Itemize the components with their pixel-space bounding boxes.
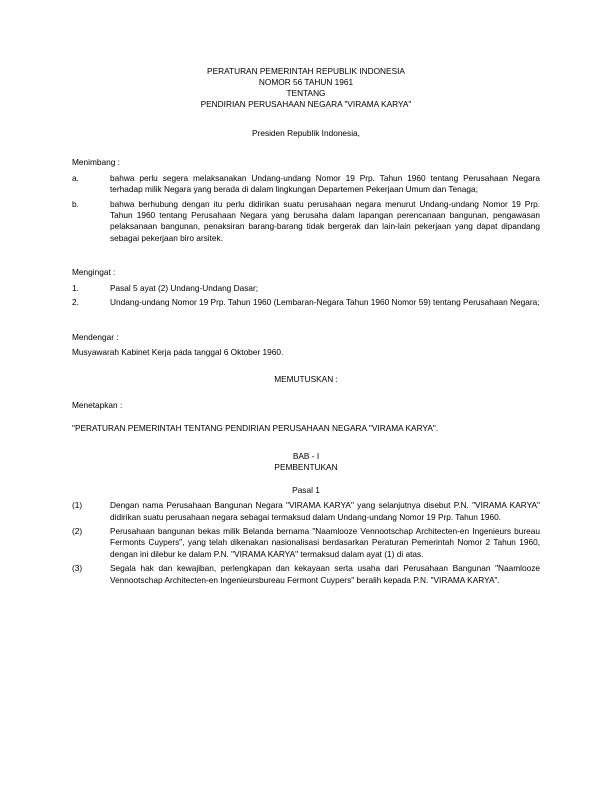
pasal-item xyxy=(72,563,540,586)
mendengar-label: Mendengar : xyxy=(72,331,119,342)
header-line-1: PERATURAN PEMERINTAH REPUBLIK INDONESIA xyxy=(207,66,405,76)
mengingat-item-text: Undang-undang Nomor 19 Prp. Tahun 1960 (Lembaran-Negara Tahun 1960 Nomor 59) tentang Perusahaan Negara; xyxy=(110,297,540,308)
pasal-item-text: Perusahaan bangunan bekas milik Belanda bernama "Naamlooze Vennootschap Architecten-en Ingenieurs bureau Fermonts Cuypers", yang telah dikenakan nasionalisasi berdasarkan Peraturan Pemerintah Nomor 2 Tahun 1960, dengan ini dilebur ke dalam P.N. "VIRAMA KARYA" termaksud dalam ayat (1) di atas. xyxy=(110,525,540,559)
pasal-items xyxy=(72,500,540,586)
menimbang-item-text: bahwa perlu segera melaksanakan Undang-undang Nomor 19 Prp. Tahun 1960 tentang Perusahaan Negara terhadap milik Negara yang berada di dalam lingkungan Departemen Pekerjaan Umum dan Tenaga; xyxy=(110,172,540,195)
pasal-item-marker: (2) xyxy=(72,525,83,536)
menimbang-item xyxy=(72,199,540,245)
mendengar-text: Musyawarah Kabinet Kerja pada tanggal 6 Oktober 1960. xyxy=(72,347,284,357)
menimbang-item-text: bahwa berhubung dengan itu perlu didirikan suatu perusahaan negara menurut Undang-undang Nomor 19 Prp. Tahun 1960 tentang Perusahaan Negara yang berusaha dalam lapangan perencanaan bangunan, pengawasan pelaksanaan bangunan, penaksiran barang-barang tidak bergerak dan lain-lain pekerjaan yang dapat dipandang sebagai pekerjaan biro arsitek. xyxy=(110,198,540,243)
mengingat-item-marker: 1. xyxy=(72,282,79,293)
bab-title: PEMBENTUKAN xyxy=(274,461,338,472)
presiden-line: Presiden Republik Indonesia, xyxy=(252,127,360,138)
menetapkan-label: Menetapkan : xyxy=(72,399,123,410)
pasal-item-text: Dengan nama Perusahaan Bangunan Negara "VIRAMA KARYA" yang selanjutnya disebut P.N. "VIRAMA KARYA" didirikan suatu perusahaan negara sebagai termaksud dalam Undang-undang Nomor 19 Prp. Tahun 1960. xyxy=(110,500,540,522)
menimbang-item-marker: b. xyxy=(72,198,79,209)
memutuskan-heading: MEMUTUSKAN : xyxy=(274,374,338,385)
document-header xyxy=(72,66,540,110)
bab-number: BAB - I xyxy=(292,450,320,461)
mengingat-section xyxy=(72,267,540,308)
header-line-4: PENDIRIAN PERUSAHAAN NEGARA "VIRAMA KARYA" xyxy=(200,98,412,109)
menimbang-section xyxy=(72,157,540,244)
mengingat-item xyxy=(72,297,540,308)
menimbang-item xyxy=(72,173,540,196)
mendengar-section xyxy=(72,332,540,359)
pasal-title: Pasal 1 xyxy=(292,484,320,495)
mengingat-item-text: Pasal 5 ayat (2) Undang-Undang Dasar; xyxy=(110,282,259,293)
pasal-item-marker: (1) xyxy=(72,500,83,511)
pasal-item-marker: (3) xyxy=(72,563,83,574)
mengingat-item xyxy=(72,283,540,294)
menetapkan-text: "PERATURAN PEMERINTAH TENTANG PENDIRIAN PERUSAHAAN NEGARA "VIRAMA KARYA". xyxy=(72,423,439,434)
mengingat-item-marker: 2. xyxy=(72,297,79,308)
menimbang-item-marker: a. xyxy=(72,172,79,183)
mengingat-label: Mengingat : xyxy=(72,267,116,278)
pasal-item xyxy=(72,526,540,560)
spacer xyxy=(72,258,540,267)
header-line-3: TENTANG xyxy=(286,87,326,98)
header-line-2: NOMOR 56 TAHUN 1961 xyxy=(258,76,354,87)
bab-heading xyxy=(72,451,540,473)
pasal-item xyxy=(72,500,540,523)
pasal-item-text: Segala hak dan kewajiban, perlengkapan dan kekayaan serta usaha dari Perusahaan Bangunan "Naamlooze Vennootschap Architecten-en Ingenieursbureau Fermont Cuypers" beralih kepada P.N. "VIRAMA KARYA". xyxy=(110,563,540,585)
spacer xyxy=(72,323,540,332)
menimbang-label: Menimbang : xyxy=(72,157,120,168)
